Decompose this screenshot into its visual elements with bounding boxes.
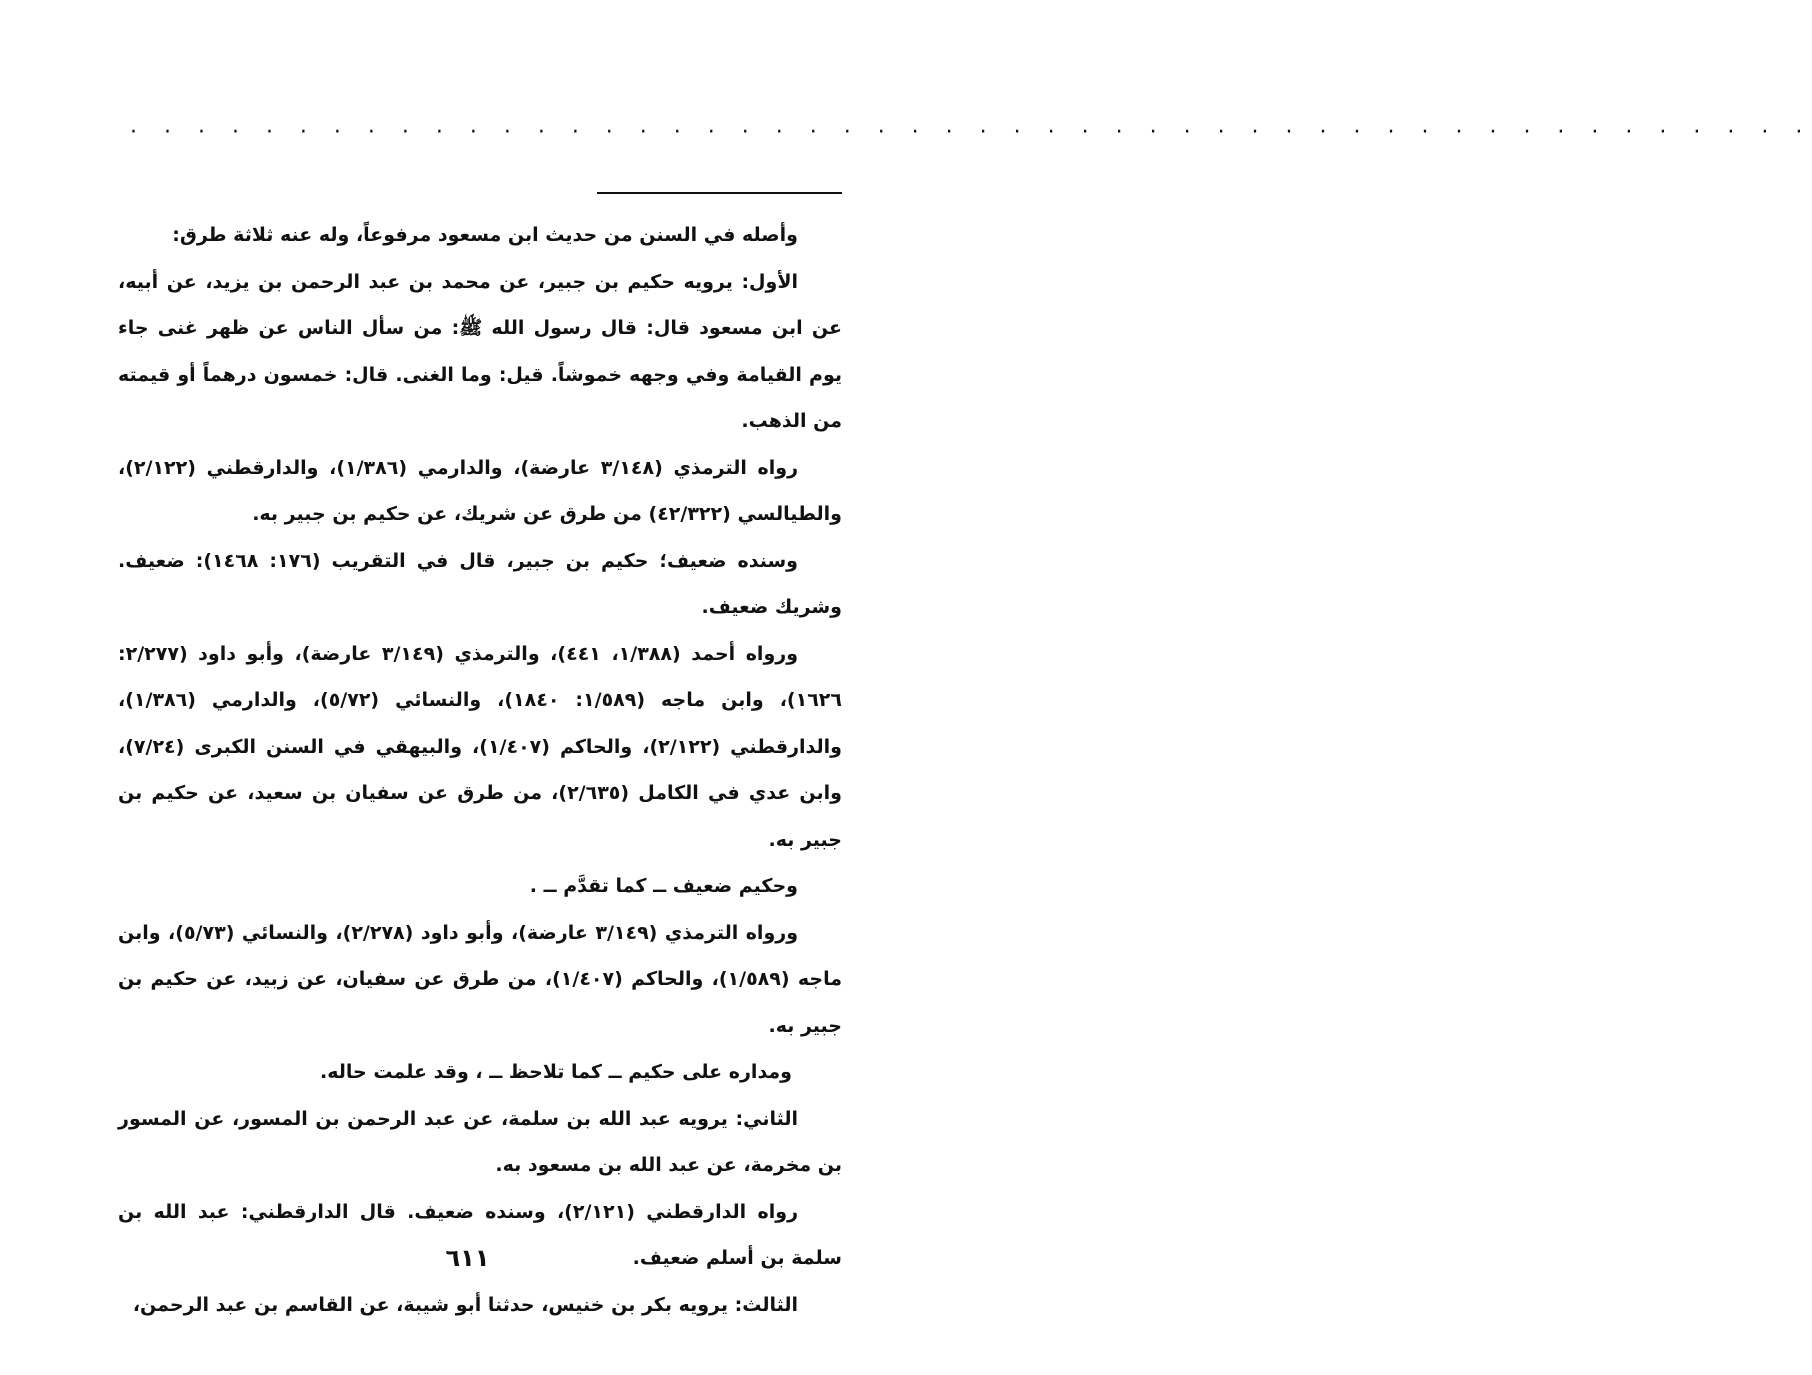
paragraph-4 xyxy=(118,538,842,631)
paragraph-8 xyxy=(118,1049,842,1096)
paragraph-text: وأصله في السنن من حديث ابن مسعود مرفوعاً، وله عنه ثلاثة طرق: xyxy=(172,224,798,246)
paragraph-text: وسنده ضعيف؛ حكيم بن جبير، قال في التقريب (١٧٦: ١٤٦٨): ضعيف. وشريك ضعيف. xyxy=(118,549,842,618)
paragraph-text: وحكيم ضعيف ــ كما تقدَّم ــ . xyxy=(529,875,798,897)
paragraph-text: ومداره على حكيم ــ كما تلاحظ ــ ، وقد علمت حاله. xyxy=(320,1061,792,1083)
paragraph-text: يرويه عبد الله بن سلمة، عن عبد الرحمن بن المسور، عن المسور بن مخرمة، عن عبد الله بن مسعود به. xyxy=(118,1107,842,1176)
footnote-body xyxy=(118,212,842,1328)
footnote-rule xyxy=(597,192,842,194)
paragraph-7 xyxy=(118,910,842,1050)
paragraph-label: الأول: xyxy=(741,270,798,293)
paragraph-label: الثاني: xyxy=(735,1107,798,1130)
dotted-separator: · · · · · · · · · · · · · · · · · · · · · · · · · · · · · · · · · · · · · · · · · · · · · · · · · · xyxy=(130,120,1812,145)
paragraph-6 xyxy=(118,863,842,910)
paragraph-text: رواه الدارقطني (٢/١٢١)، وسنده ضعيف. قال الدارقطني: عبد الله بن سلمة بن أسلم ضعيف. xyxy=(118,1200,842,1269)
paragraph-text: يرويه حكيم بن جبير، عن محمد بن عبد الرحمن بن يزيد، عن أبيه، عن ابن مسعود قال: قال رسول الله ﷺ: من سأل الناس عن ظهر غنى جاء يوم القيامة وفي وجهه خموشاً. قيل: وما الغنى. قال: خمسون درهماً أو قيمته من الذهب. xyxy=(118,270,842,432)
paragraph-text: ورواه أحمد (١/٣٨٨، ٤٤١)، والترمذي (٣/١٤٩ عارضة)، وأبو داود (٢/٢٧٧: ١٦٢٦)، وابن ماجه (١/٥٨٩: ١٨٤٠)، والنسائي (٥/٧٢)، والدارمي (١/٣٨٦)، والدارقطني (٢/١٢٢)، والحاكم (١/٤٠٧)، والبيهقي في السنن الكبرى (٧/٢٤)، وابن عدي في الكامل (٢/٦٣٥)، من طرق عن سفيان بن سعيد، عن حكيم بن جبير به. xyxy=(118,642,842,851)
paragraph-9 xyxy=(118,1096,842,1189)
paragraph-text: يرويه بكر بن خنيس، حدثنا أبو شيبة، عن القاسم بن عبد الرحمن، xyxy=(132,1293,735,1316)
paragraph-2 xyxy=(118,259,842,445)
paragraph-text: ورواه الترمذي (٣/١٤٩ عارضة)، وأبو داود (٢/٢٧٨)، والنسائي (٥/٧٣)، وابن ماجه (١/٥٨٩)، والحاكم (١/٤٠٧)، من طرق عن سفيان، عن زبيد، عن حكيم بن جبير به. xyxy=(118,921,842,1037)
paragraph-11 xyxy=(118,1282,842,1329)
paragraph-5 xyxy=(118,631,842,864)
paragraph-1 xyxy=(118,212,842,259)
paragraph-label: الثالث: xyxy=(734,1293,798,1316)
paragraph-text: رواه الترمذي (٣/١٤٨ عارضة)، والدارمي (١/٣٨٦)، والدارقطني (٢/١٢٢)، والطيالسي (٤٢/٣٢٢) من طرق عن شريك، عن حكيم بن جبير به. xyxy=(118,456,842,525)
page-number: ٦١١ xyxy=(445,1244,490,1272)
paragraph-3 xyxy=(118,445,842,538)
